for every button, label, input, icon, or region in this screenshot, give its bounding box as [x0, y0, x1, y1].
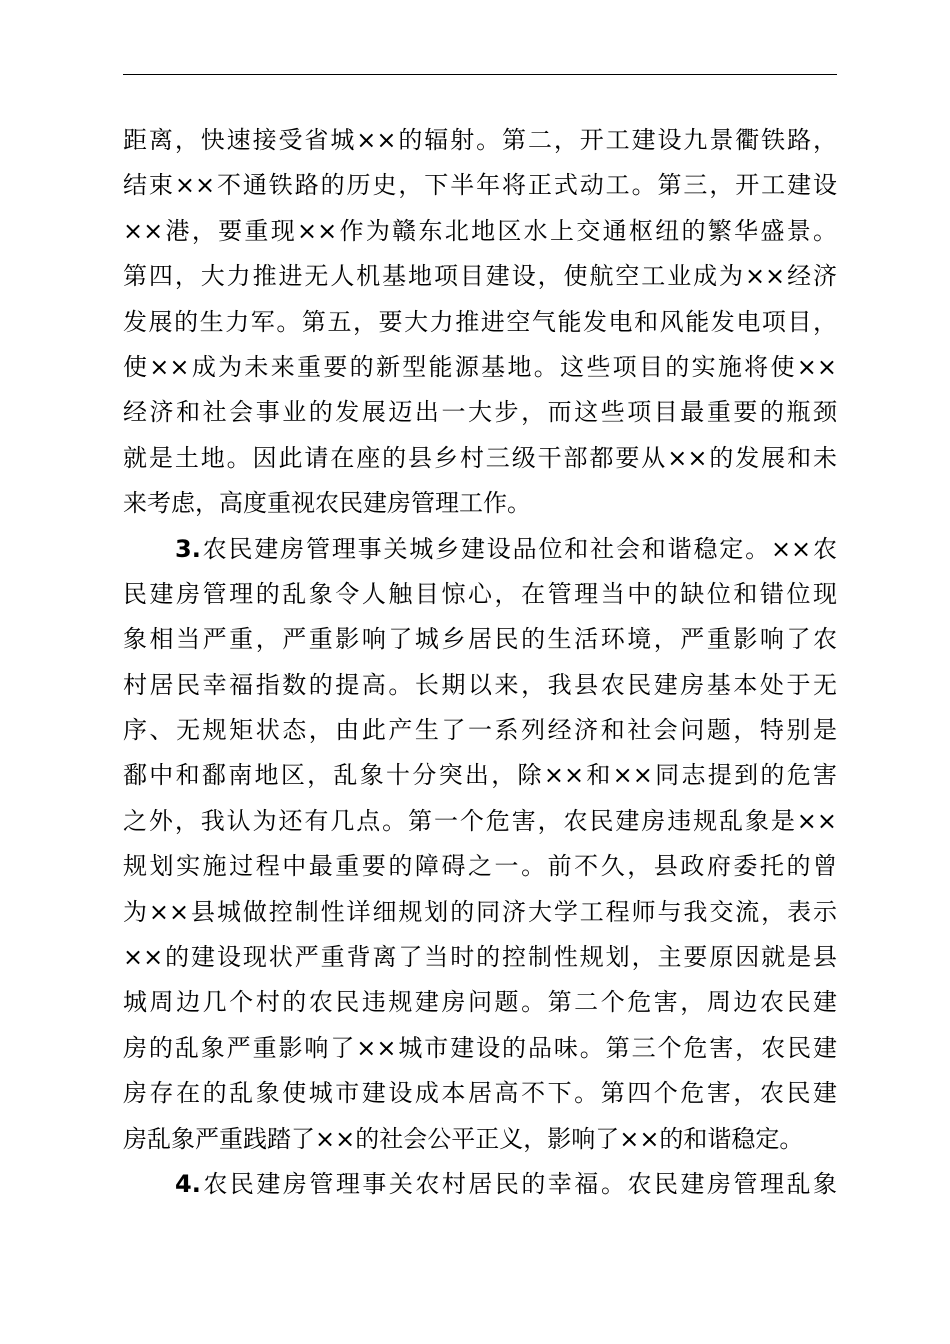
text-line: 村居民幸福指数的提高。长期以来，我县农民建房基本处于无: [123, 670, 837, 699]
text-line: ××的建设现状严重背离了当时的控制性规划，主要原因就是县: [123, 943, 837, 972]
header-rule: [123, 74, 837, 75]
text-line: 距离，快速接受省城××的辐射。第二，开工建设九景衢铁路，: [123, 126, 837, 154]
text-line: 来考虑，高度重视农民建房管理工作。: [123, 489, 531, 518]
text-span: 农民建房管理事关农村居民的幸福。农民建房管理乱象: [200, 1169, 837, 1198]
paragraph-heading-line: [123, 1162, 837, 1207]
paragraph-heading-line: [123, 527, 837, 572]
text-line: 房乱象严重践踏了××的社会公平正义，影响了××的和谐稳定。: [123, 1124, 804, 1153]
text-line: 民建房管理的乱象令人触目惊心，在管理当中的缺位和错位现: [123, 579, 837, 608]
text-line: 房的乱象严重影响了××城市建设的品味。第三个危害，农民建: [123, 1033, 837, 1062]
text-line: 为××县城做控制性详细规划的同济大学工程师与我交流，表示: [123, 897, 837, 926]
paragraph-2: [123, 527, 837, 1162]
text-span: 农民建房管理事关城乡建设品位和社会和谐稳定。××农: [200, 534, 837, 563]
text-line: 之外，我认为还有几点。第一个危害，农民建房违规乱象是××: [123, 806, 837, 835]
paragraph-1: [123, 118, 837, 527]
text-line: 第四，大力推进无人机基地项目建设，使航空工业成为××经济: [123, 262, 837, 291]
section-number: 4.: [175, 1169, 201, 1198]
section-number: 3.: [175, 534, 201, 563]
text-line: 城周边几个村的农民违规建房问题。第二个危害，周边农民建: [123, 988, 837, 1017]
text-line: 使××成为未来重要的新型能源基地。这些项目的实施将使××: [123, 352, 837, 381]
document-body: [123, 118, 837, 1207]
text-line: ××港，要重现××作为赣东北地区水上交通枢纽的繁华盛景。: [123, 216, 837, 245]
text-line: 鄱中和鄱南地区，乱象十分突出，除××和××同志提到的危害: [123, 761, 837, 790]
text-line: 发展的生力军。第五，要大力推进空气能发电和风能发电项目，: [123, 307, 837, 336]
text-line: 就是土地。因此请在座的县乡村三级干部都要从××的发展和未: [123, 443, 837, 472]
text-line: 房存在的乱象使城市建设成本居高不下。第四个危害，农民建: [123, 1079, 837, 1108]
text-line: 规划实施过程中最重要的障碍之一。前不久，县政府委托的曾: [123, 852, 837, 881]
text-line: 经济和社会事业的发展迈出一大步，而这些项目最重要的瓶颈: [123, 398, 837, 427]
paragraph-3: [123, 1162, 837, 1207]
text-line: 象相当严重，严重影响了城乡居民的生活环境，严重影响了农: [123, 625, 837, 654]
text-line: 序、无规矩状态，由此产生了一系列经济和社会问题，特别是: [123, 716, 837, 745]
text-line: 结束××不通铁路的历史，下半年将正式动工。第三，开工建设: [123, 171, 837, 200]
